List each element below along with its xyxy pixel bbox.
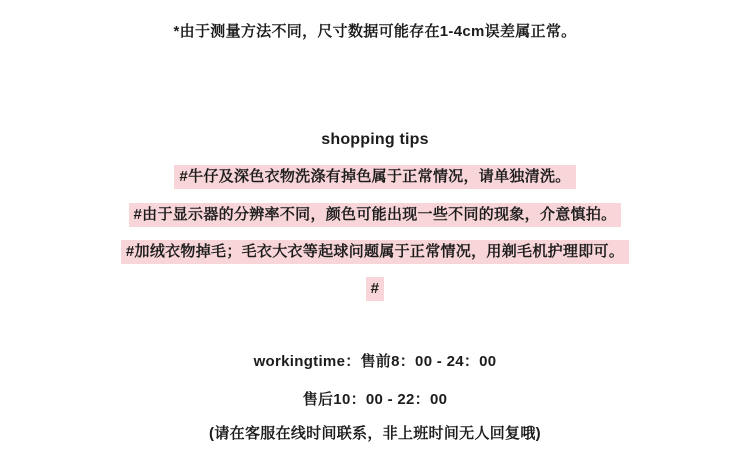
workingtime-presale: workingtime：售前8：00 - 24：00 xyxy=(253,353,497,370)
tip-monitor-color: #由于显示器的分辨率不同，颜色可能出现一些不同的现象，介意慎拍。 xyxy=(129,203,622,227)
customer-service-note: (请在客服在线时间联系，非上班时间无人回复哦) xyxy=(209,425,541,442)
measurement-notice: *由于测量方法不同，尺寸数据可能存在1-4cm误差属正常。 xyxy=(173,23,577,40)
tip-row xyxy=(0,240,750,264)
tip-row xyxy=(0,165,750,189)
hash-row xyxy=(0,277,750,301)
workingtime-aftersale: 售后10：00 - 22：00 xyxy=(302,391,448,408)
tip-row xyxy=(0,203,750,227)
hash-mark: # xyxy=(366,277,385,301)
shopping-tips-title: shopping tips xyxy=(321,131,429,148)
tip-lint-pilling: #加绒衣物掉毛；毛衣大衣等起球问题属于正常情况，用剃毛机护理即可。 xyxy=(121,240,629,264)
tip-washing-fading: #牛仔及深色衣物洗涤有掉色属于正常情况，请单独清洗。 xyxy=(174,165,575,189)
